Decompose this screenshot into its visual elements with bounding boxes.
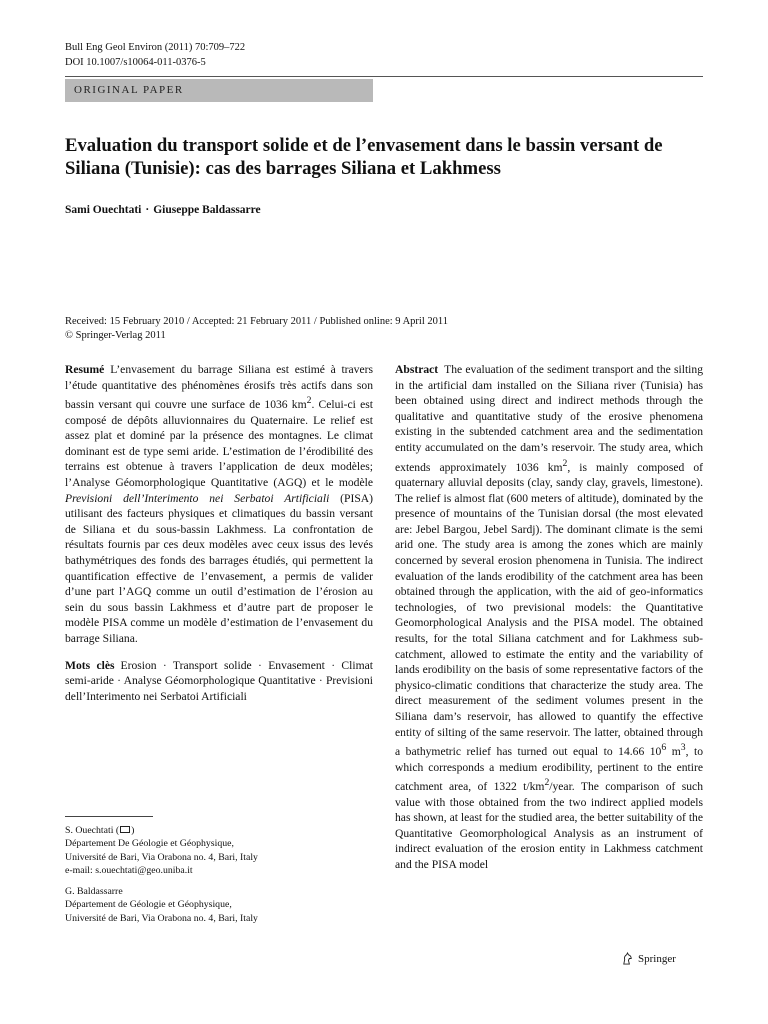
keywords-list: Erosion · Transport solide · Envasement · Climat semi-aride · Analyse Géomorphologique Quantitative · Previsioni dell’Interimento nei Serbatoi Artificiali [65, 658, 373, 703]
publication-dates: Received: 15 February 2010 / Accepted: 21 February 2011 / Published online: 9 April 2011 [65, 316, 448, 327]
publisher-logo [621, 952, 676, 965]
paper-type-banner: ORIGINAL PAPER [65, 79, 373, 102]
affiliation-1 [65, 824, 373, 878]
copyright: © Springer-Verlag 2011 [65, 330, 166, 341]
author-separator: · [145, 204, 150, 216]
keywords-heading: Mots clès [65, 658, 115, 672]
author-name[interactable]: Giuseppe Baldassarre [153, 204, 261, 216]
author-list [65, 204, 261, 216]
affiliation-university: Université de Bari, Via Orabona no. 4, Bari, Italy [65, 912, 258, 924]
affiliation-2 [65, 885, 373, 925]
journal-citation: Bull Eng Geol Environ (2011) 70:709–722 [65, 42, 246, 53]
resume-heading: Resumé [65, 363, 105, 376]
publisher-name: Springer [638, 952, 676, 965]
author-name[interactable]: Sami Ouechtati [65, 204, 142, 216]
affiliation-university: Université de Bari, Via Orabona no. 4, Bari, Italy [65, 851, 258, 863]
abstract-paragraph: Abstract The evaluation of the sediment transport and the silting in the artificial dam installed on the Siliana river (Tunisia) has been obtained using direct and indirect methods through the qualitative and quantitative study of the erosive phenomena existing in the subtended catchment area and the sedimentation entity accumulated on the dam’s reservoir. The study area, which extends approximately 1036 $km^2$, is mainly composed of quaternary alluvial deposits (clay, sandy clay, gravels, limestone). The relief is almost flat (600 meters of altitude), dominated by the presence of mountains of the Tunisian dorsal (the most elevated are: Jebel Bargou, Jebel Sardj). The dominant climate is the semi arid one. The study area is among the zones which are mainly concerned by several erosion phenomena in Tunisia. The indirect evaluation of the lands erodibility of the catchment area has been obtained through the application, with the aid of geo-informatics technologies, of two previsional models: the Quantitative Geomorphological Analysis and the PISA model. The obtained results, for the total Siliana catchment and for Lakhmess sub-catchment, allowed to estimate the entity and the variability of lands erodibility on the basis of some representative factors of the physico-climatic conditions that characterize the study area. The direct measurement of the sediment volumes present in the Siliana dam’s reservoir, has allowed to quantify the effective entity of silting of the same reservoir. The latter, obtained through a bathymetric relief has turned out equal to 14.66 $10^6$ $m^3$, to which corresponds a medium erodibility, pertinent to the entire catchment area, of 1322 $t/km^2$/year. The comparison of such value with those obtained from the two indirect applied models has shown, at least for the studied area, the better suitability of the Quantitative Geomorphological Analysis as an instrument of indirect evaluation of the erosion entity in Lakhmess catchment and the PISA model [395, 363, 704, 871]
envelope-icon[interactable] [120, 826, 130, 833]
affiliation-department: Département De Géologie et Géophysique, [65, 838, 234, 850]
affiliation-author: G. Baldassarre [65, 886, 123, 897]
right-column [395, 362, 703, 873]
doi[interactable]: DOI 10.1007/s10064-011-0376-5 [65, 57, 206, 68]
springer-horse-icon [621, 952, 634, 965]
affiliation-department: Département de Géologie et Géophysique, [65, 899, 232, 911]
abstract-heading: Abstract [395, 363, 439, 376]
article-history [65, 315, 448, 343]
journal-header [65, 40, 245, 70]
article-title: Evaluation du transport solide et de l’envasement dans le bassin versant de Siliana (Tunisie): cas des barrages Siliana et Lakhmess [65, 135, 663, 179]
header-rule [65, 76, 703, 77]
resume-paragraph: Resumé L’envasement du barrage Siliana est estimé à travers l’étude quantitative des phénomènes érosifs très actifs dans son bassin versant qui couvre une surface de 1036 $km^2$. Celui-ci est composé de dépôts alluvionnaires du Quaternaire. Le relief est assez plat et dominé par la présence des montagnes. Le climat dominant est de type semi aride. L’estimation de l’érodibilité des terrains est obtenue à travers l’application de deux modèles; l’Analyse Géomorphologique Quantitative (AGQ) et le modèle Previsioni dell’Interimento nei Serbatoi Artificiali (PISA) utilisant des facteurs physiques et climatiques du bassin versant de Siliana et du sous-bassin Lakhmess. La confrontation de résultats fournis par ces deux modèles avec ceux issus des levés bathymétriques des fonds des barrages étudiés, qui permettent la quantification effective de l’envasement, a permis de valider d’une part l’AGQ comme un outil d’estimation de l’érosion au sein du sous bassin Lakhmess et d’autre part de proposer le modèle PISA comme un modèle d’estimation de l’envasement du barrage Siliana. [65, 363, 373, 645]
keywords-paragraph [65, 658, 373, 705]
affiliation-email[interactable]: e-mail: s.ouechtati@geo.uniba.it [65, 865, 193, 877]
footnote-rule [65, 816, 153, 817]
affiliation-author: S. Ouechtati ( ) [65, 825, 135, 836]
left-column [65, 362, 373, 704]
